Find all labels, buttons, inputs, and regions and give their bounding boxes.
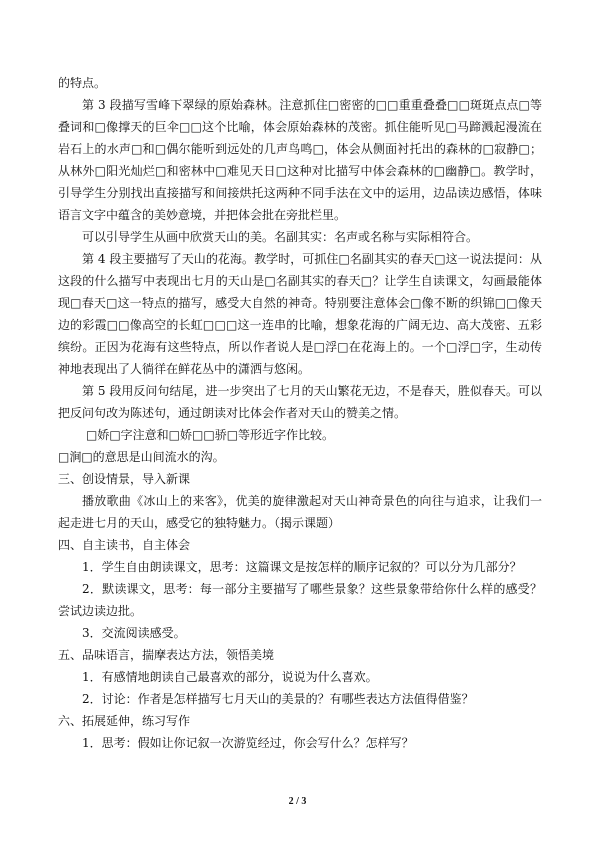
paragraph-intro-song: 播放歌曲《冰山上的来客》，优美的旋律激起对天山神奇景色的向往与追求，让我们一起走进七月的天山，感受它的独特魅力。（揭示课题）: [58, 494, 542, 530]
paragraph-continuation: 的特点。: [58, 76, 107, 90]
paragraph-appreciate-painting: 可以引导学生从画中欣赏天山的美。名副其实：名声或名称与实际相符合。: [82, 230, 479, 244]
section-heading-6: 六、拓展延伸，练习写作: [58, 714, 191, 728]
page-number: 2 / 3: [288, 796, 307, 807]
note-character-jian: □涧□的意思是山间流水的沟。: [58, 450, 225, 464]
paragraph-section-3: 第 3 段描写雪峰下翠绿的原始森林。注意抓住□密密的□□重重叠叠□□斑斑点点□等叠词和□像撑天的巨伞□□这个比喻，体会原始森林的茂密。抓住能听见□马蹄溅起漫流在岩石上的水声□和□偶尔能听到远处的几声鸟鸣□，体会从侧面衬托出的森林的□寂静□；从林外□阳光灿烂□和密林中□难见天日□这种对比描写中体会森林的□幽静□。教学时，引导学生分别找出直接描写和间接烘托这两种不同手法在文中的运用，边品读边感悟，体味语言文字中蕴含的美妙意境，并把体会批在旁批栏里。: [58, 98, 542, 222]
list-item-4-2: 2．默读课文，思考：每一部分主要描写了哪些景象？这些景象带给你什么样的感受？尝试边读边批。: [58, 582, 542, 618]
section-heading-4: 四、自主读书，自主体会: [58, 538, 191, 552]
list-item-6-1: 1．思考：假如让你记叙一次游览经过，你会写什么？怎样写？: [82, 736, 414, 750]
document-body: [58, 72, 542, 754]
section-heading-5: 五、品味语言，揣摩表达方法，领悟美境: [58, 648, 275, 662]
list-item-5-2: 2．讨论：作者是怎样描写七月天山的美景的？有哪些表达方法值得借鉴？: [82, 692, 474, 706]
section-heading-3: 三、创设情景，导入新课: [58, 472, 191, 486]
list-item-4-1: 1．学生自由朗读课文，思考：这篇课文是按怎样的顺序记叙的？可以分为几部分？: [82, 560, 522, 574]
list-item-4-3: 3．交流阅读感受。: [82, 626, 186, 640]
paragraph-section-5: 第 5 段用反问句结尾，进一步突出了七月的天山繁花无边，不是春天，胜似春天。可以把反问句改为陈述句，通过朗读对比体会作者对天山的赞美之情。: [58, 384, 542, 420]
paragraph-section-4: 第 4 段主要描写了天山的花海。教学时，可抓住□名副其实的春天□这一说法提问：从这段的什么描写中表现出七月的天山是□名副其实的春天□？让学生自读课文，勾画最能体现□春天□这一特点的描写，感受大自然的神奇。特别要注意体会□像不断的织锦□□像天边的彩霞□□像高空的长虹□□□这一连串的比喻，想象花海的广阔无边、高大茂密、五彩缤纷。正因为花海有这些特点，所以作者说人是□浮□在花海上的。一个□浮□字，生动传神地表现出了人徜徉在鲜花丛中的潇洒与悠闲。: [58, 252, 542, 376]
list-item-5-1: 1．有感情地朗读自己最喜欢的部分，说说为什么喜欢。: [82, 670, 378, 684]
note-character-jiao: □娇□字注意和□娇□□骄□等形近字作比较。: [86, 428, 335, 442]
